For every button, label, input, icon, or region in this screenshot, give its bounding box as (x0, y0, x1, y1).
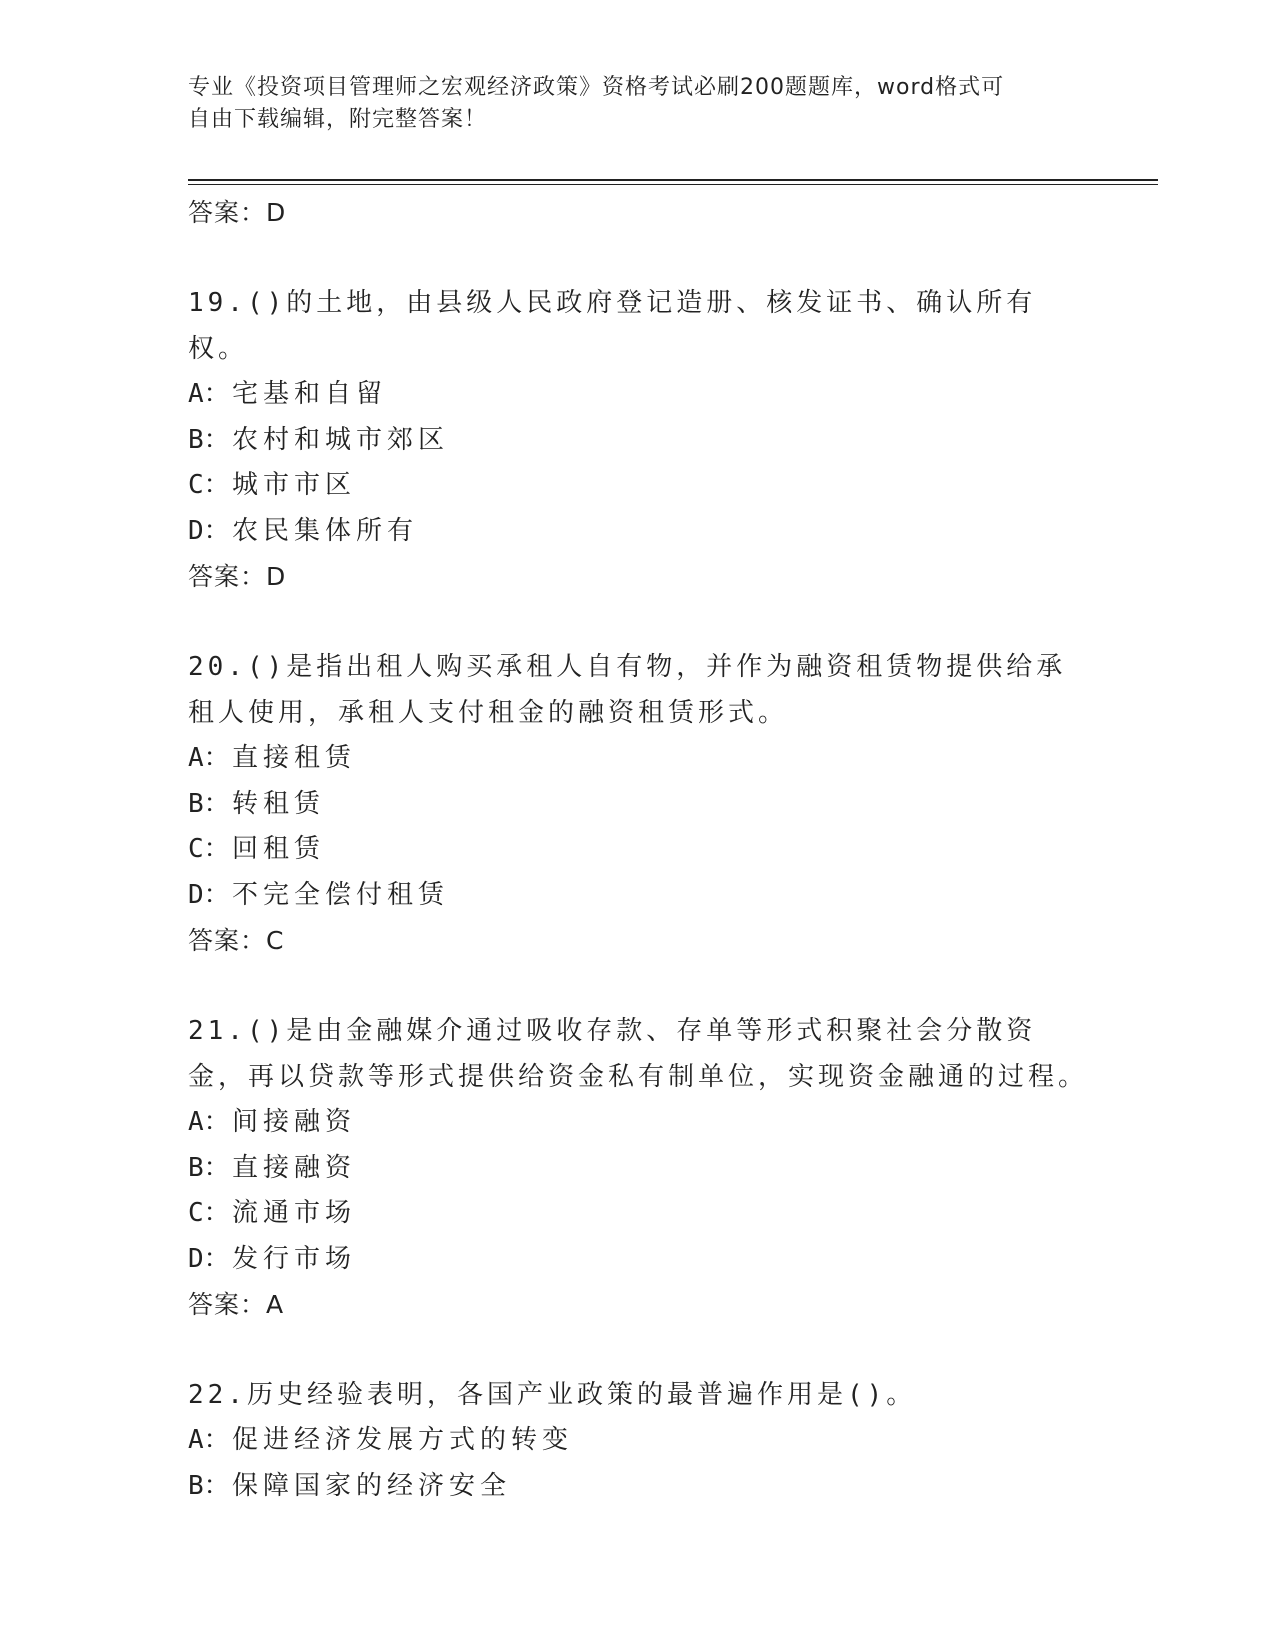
spacer (188, 964, 1088, 1008)
question-block (188, 644, 1088, 964)
question-stem: 19.()的土地，由县级人民政府登记造册、核发证书、确认所有权。 (188, 288, 1037, 364)
option-a (188, 1418, 1088, 1464)
header-divider-thin (188, 184, 1158, 185)
option-key: A： (188, 379, 230, 409)
option-text: 促进经济发展方式的转变 (232, 1425, 574, 1455)
option-text: 农民集体所有 (232, 515, 419, 546)
question-block (188, 280, 1088, 600)
option-a (188, 1100, 1088, 1146)
option-d (188, 509, 1088, 555)
option-key: C： (188, 1198, 230, 1228)
option-text: 城市市区 (232, 470, 357, 500)
answer-line: 答案：A (188, 1290, 285, 1319)
answer-line: 答案：C (188, 926, 285, 955)
option-key: B： (188, 424, 230, 455)
question-block (188, 1008, 1088, 1328)
option-text: 直接租赁 (232, 743, 357, 773)
option-text: 保障国家的经济安全 (232, 1470, 512, 1501)
option-key: A： (188, 1107, 230, 1137)
option-key: D： (188, 1243, 230, 1274)
option-text: 发行市场 (232, 1243, 357, 1274)
option-text: 农村和城市郊区 (232, 424, 450, 455)
option-b (188, 418, 1088, 464)
option-d (188, 873, 1088, 919)
option-text: 回租赁 (232, 834, 326, 864)
option-b (188, 1146, 1088, 1192)
spacer (188, 1328, 1088, 1372)
option-key: B： (188, 788, 230, 819)
option-key: B： (188, 1152, 230, 1183)
option-c (188, 1191, 1088, 1237)
question-block (188, 1372, 1088, 1509)
question-stem: 21.()是由金融媒介通过吸收存款、存单等形式积聚社会分散资金，再以贷款等形式提供给资金私有制单位，实现资金融通的过程。 (188, 1016, 1089, 1092)
option-text: 间接融资 (232, 1107, 357, 1137)
option-key: A： (188, 743, 230, 773)
option-text: 转租赁 (232, 788, 326, 819)
header-line-1: 专业《投资项目管理师之宏观经济政策》资格考试必刷200题题库，word格式可 (188, 75, 1005, 100)
spacer (188, 600, 1088, 644)
option-text: 直接融资 (232, 1152, 357, 1183)
option-text: 不完全偿付租赁 (232, 879, 450, 910)
option-b (188, 1464, 1088, 1510)
option-a (188, 736, 1088, 782)
option-key: C： (188, 470, 230, 500)
option-c (188, 463, 1088, 509)
option-key: D： (188, 879, 230, 910)
header-divider-thick (188, 179, 1158, 181)
question-stem: 22.历史经验表明，各国产业政策的最普遍作用是()。 (188, 1380, 917, 1410)
answer-line: 答案：D (188, 198, 287, 227)
option-b (188, 782, 1088, 828)
header-line-2: 自由下载编辑，附完整答案！ (188, 107, 488, 132)
option-text: 流通市场 (232, 1198, 357, 1228)
option-key: C： (188, 834, 230, 864)
question-list (188, 190, 1088, 1509)
page-header (188, 72, 1088, 136)
option-key: B： (188, 1470, 230, 1501)
spacer (188, 236, 1088, 280)
option-key: D： (188, 515, 230, 546)
option-d (188, 1237, 1088, 1283)
question-stem: 20.()是指出租人购买承租人自有物，并作为融资租赁物提供给承租人使用，承租人支付租金的融资租赁形式。 (188, 652, 1067, 728)
option-c (188, 827, 1088, 873)
option-key: A： (188, 1425, 230, 1455)
answer-line: 答案：D (188, 562, 287, 591)
option-a (188, 372, 1088, 418)
option-text: 宅基和自留 (232, 379, 388, 409)
